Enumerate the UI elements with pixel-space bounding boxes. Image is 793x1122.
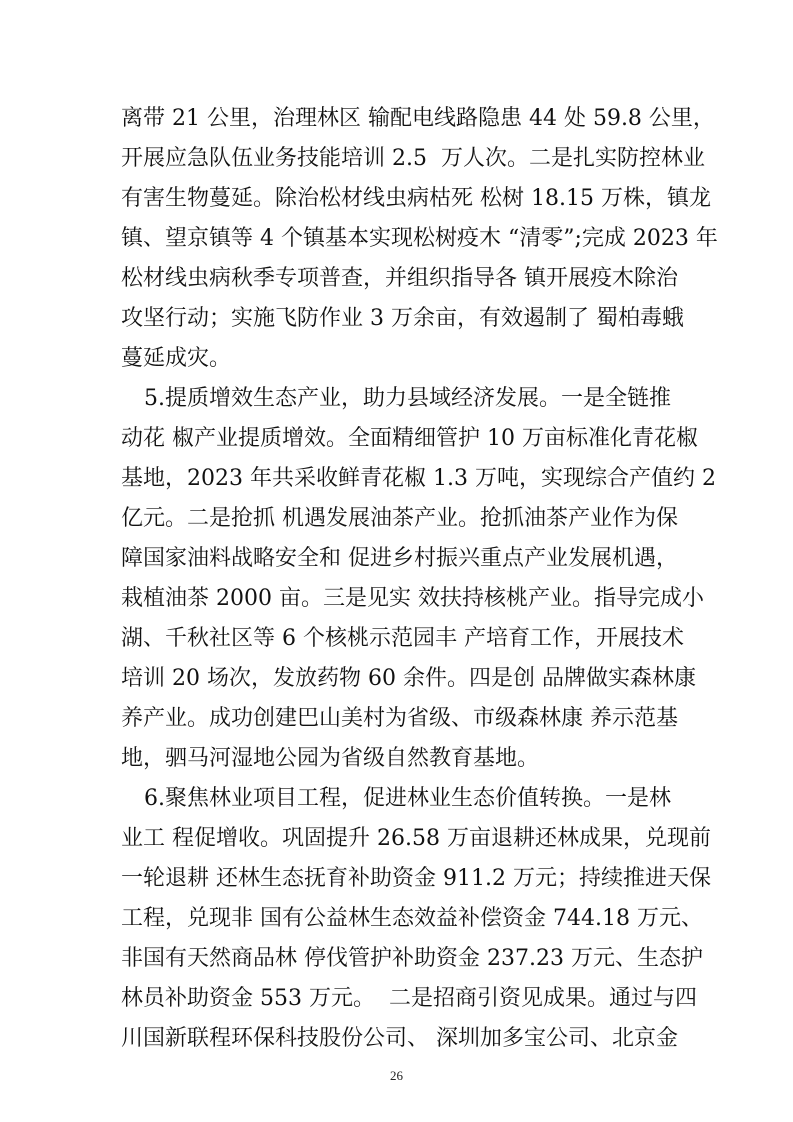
text-line: 障国家油料战略安全和 促进乡村振兴重点产业发展机遇， [121, 546, 678, 571]
text-line: 松材线虫病秋季专项普查，并组织指导各 镇开展疫木除治 [121, 266, 678, 291]
text-line: 地，驷马河湿地公园为省级自然教育基地。 [121, 746, 540, 771]
text-line: 林员补助资金 553 万元。 二是招商引资见成果。通过与四 [121, 986, 697, 1011]
text-line: 培训 20 场次，发放药物 60 余件。四是创 品牌做实森林康 [121, 666, 696, 691]
text-line: 基地，2023 年共采收鲜青花椒 1.3 万吨，实现综合产值约 2 [121, 466, 716, 491]
text-line: 亿元。二是抢抓 机遇发展油茶产业。抢抓油茶产业作为保 [121, 506, 678, 531]
text-line: 蔓延成灾。 [121, 346, 232, 371]
text-line: 非国有天然商品林 停伐管护补助资金 237.23 万元、生态护 [121, 946, 703, 971]
paragraph-heading-line: 5.提质增效生态产业，助力县域经济发展。一是全链推 [144, 386, 671, 411]
page-number: 26 [390, 1068, 403, 1083]
text-line: 川国新联程环保科技股份公司、 深圳加多宝公司、北京金 [121, 1026, 678, 1051]
text-line: 动花 椒产业提质增效。全面精细管护 10 万亩标准化青花椒 [121, 426, 698, 451]
paragraph-heading-line: 6.聚焦林业项目工程，促进林业生态价值转换。一是林 [144, 786, 671, 811]
text-line: 湖、千秋社区等 6 个核桃示范园丰 产培育工作，开展技术 [121, 626, 684, 651]
text-line: 开展应急队伍业务技能培训 2.5 万人次。二是扎实防控林业 [121, 146, 705, 171]
text-line: 有害生物蔓延。除治松材线虫病枯死 松树 18.15 万株，镇龙 [121, 186, 711, 211]
text-line: 攻坚行动；实施飞防作业 3 万余亩，有效遏制了 蜀柏毒蛾 [121, 306, 684, 331]
text-line: 业工 程促增收。巩固提升 26.58 万亩退耕还林成果，兑现前 [121, 826, 711, 851]
text-line: 一轮退耕 还林生态抚育补助资金 911.2 万元；持续推进天保 [121, 866, 711, 891]
text-line: 工程，兑现非 国有公益林生态效益补偿资金 744.18 万元、 [121, 906, 703, 931]
text-line: 养产业。成功创建巴山美村为省级、市级森林康 养示范基 [121, 706, 678, 731]
text-line: 离带 21 公里，治理林区 输配电线路隐患 44 处 59.8 公里， [121, 106, 715, 131]
text-line: 栽植油茶 2000 亩。三是见实 效扶持核桃产业。指导完成小 [121, 586, 704, 611]
text-line: 镇、望京镇等 4 个镇基本实现松树疫木 “清零”;完成 2023 年 [121, 226, 718, 251]
